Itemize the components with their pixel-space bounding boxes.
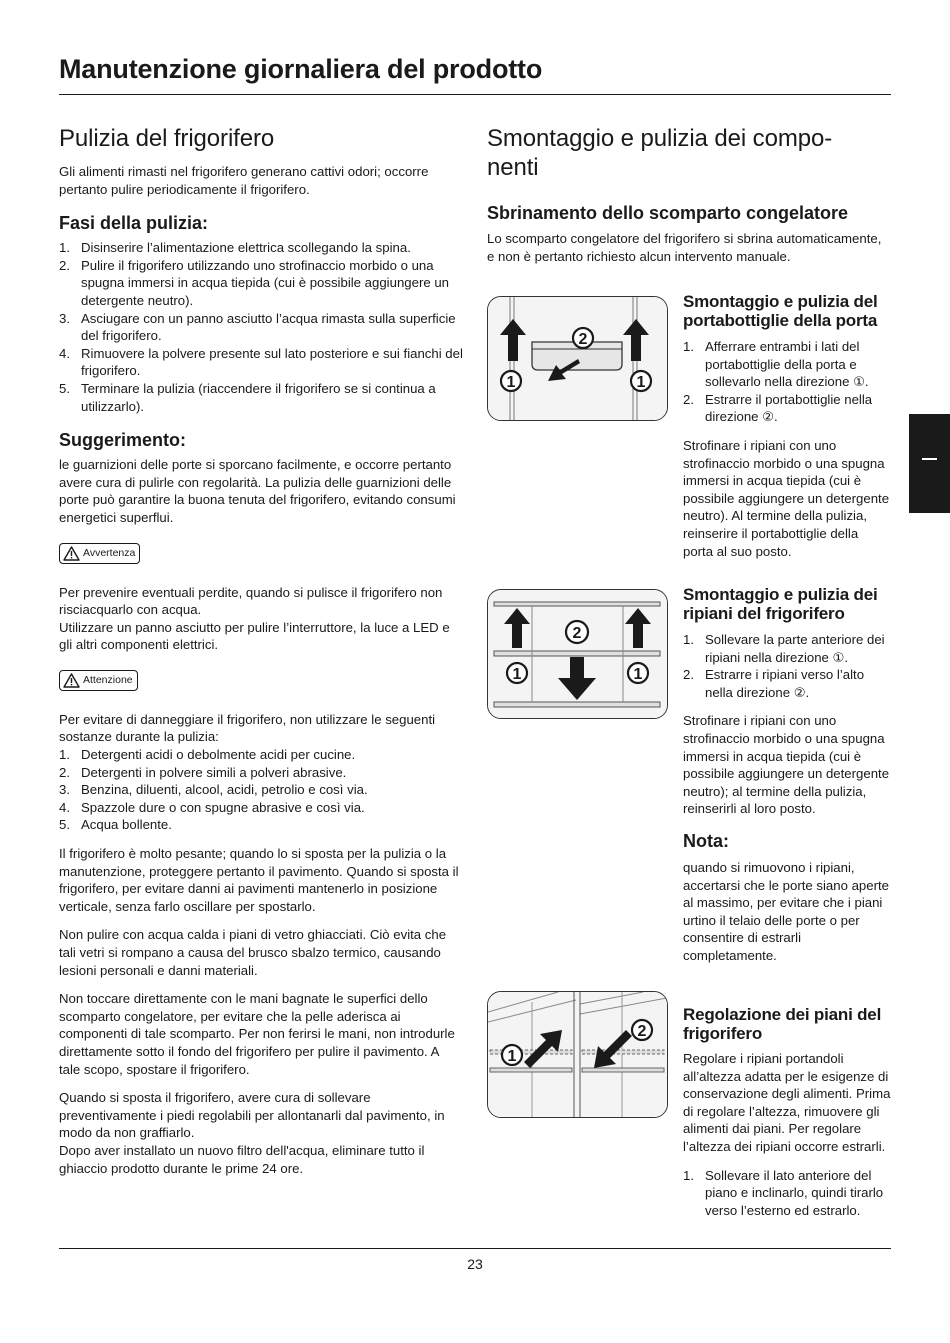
step-label-2: 2 — [572, 625, 582, 642]
step-label-1: 1 — [636, 374, 646, 391]
caution-substances-list — [59, 746, 463, 834]
step-label-1: 1 — [633, 666, 643, 683]
list-item: 2. Estrarre i ripiani verso l’alto nella direzione ②. — [683, 667, 865, 700]
block-shelf-adjustment — [683, 1005, 891, 1219]
warning-text-2: Utilizzare un panno asciutto per pulire l’interruttore, la luce a LED e gli altri componenti elettrici. — [59, 619, 450, 653]
list-item: 2. Estrarre il portabottiglie nella direzione ②. — [683, 391, 873, 425]
door-rack-heading: Smontaggio e pulizia del portabottiglie della porta — [683, 292, 878, 330]
step-label-2: 2 — [578, 331, 588, 348]
nota-heading: Nota: — [683, 830, 729, 851]
list-item: 4. Spazzole dure o con spugne abrasive e così via. — [59, 799, 365, 815]
warning-label: Avvertenza — [83, 547, 136, 559]
block-door-bottle-holder — [683, 292, 891, 560]
list-item: 2. Pulire il frigorifero utilizzando uno strofinaccio morbido o una spugna immersi in acqua tiepida (cui è possibile aggiungere un detergente neutro). — [59, 257, 450, 308]
cleaning-steps-list — [59, 239, 463, 415]
list-item: 2. Detergenti in polvere simili a polveri abrasive. — [59, 764, 347, 780]
page-title: Manutenzione giornaliera del prodotto — [59, 54, 543, 84]
nota-text: quando si rimuovono i ripiani, accertarsi che le porte siano aperte al massimo, per evitare che i piani urtino il telaio delle porte o per consentire di estrarli completamente. — [683, 859, 889, 963]
section-heading-cleaning: Pulizia del frigorifero — [59, 125, 275, 152]
door-rack-steps — [683, 338, 891, 426]
section-heading-disassembly: Smontaggio e pulizia dei compo- nenti — [487, 125, 833, 181]
figure-door-bottle-holder — [487, 296, 668, 421]
step-label-1: 1 — [507, 1048, 517, 1065]
list-item: 4. Rimuovere la polvere presente sul lato posteriore e sui fianchi del frigorifero. — [59, 345, 463, 379]
defrost-text: Lo scomparto congelatore del frigorifero si sbrina automaticamente, e non è pertanto richiesto alcun intervento manuale. — [487, 231, 882, 264]
footer-divider — [59, 1248, 891, 1249]
paragraph-filter: Dopo aver installato un nuovo filtro dell'acqua, eliminare tutto il ghiaccio prodotto durante le prime 24 ore. — [59, 1142, 425, 1176]
defrost-heading: Sbrinamento dello scomparto congelatore — [487, 203, 849, 223]
list-item: 1. Disinserire l’alimentazione elettrica scollegando la spina. — [59, 240, 411, 256]
adjust-heading: Regolazione dei piani del frigorifero — [683, 1005, 882, 1043]
list-item: 1. Sollevare la parte anteriore dei ripiani nella direzione ①. — [683, 632, 885, 665]
list-item: 1. Afferrare entrambi i lati del portabottiglie della porta e sollevarlo nella direzione ①. — [683, 339, 869, 390]
figure-shelf-adjustment — [487, 991, 668, 1118]
adjust-text: Regolare i ripiani portandoli all’altezza adatta per le esigenze di conservazione degli alimenti. Prima di regolare l’altezza, rimuovere gli alimenti dai piani. Per regolare l’altezza dei ripiani occorre estrarli. — [683, 1051, 891, 1154]
list-item: 5. Acqua bollente. — [59, 817, 172, 833]
warning-text-1: Per prevenire eventuali perdite, quando si pulisce il frigorifero non risciacquarlo con acqua. — [59, 584, 443, 618]
door-rack-note: Strofinare i ripiani con uno strofinaccio morbido o una spugna immersi in acqua tiepida (cui è possibile aggiungere un detergente neutro). Al termine della pulizia, reinserire il portabottiglie della porta al suo posto. — [683, 437, 890, 559]
cleaning-intro: Gli alimenti rimasti nel frigorifero generano cattivi odori; occorre pertanto pulire periodicamente il frigorifero. — [59, 164, 429, 197]
step-label-1: 1 — [506, 374, 516, 391]
door-rack-illustration — [488, 297, 667, 420]
list-item: 3. Asciugare con un panno asciutto l’acqua rimasta sulla superficie del frigorifero. — [59, 310, 456, 344]
paragraph-moving: Quando si sposta il frigorifero, avere cura di sollevare preventivamente i piedi regolabili per allontanarli dal pavimento, in modo da non graffiarlo. — [59, 1090, 445, 1141]
list-item: 3. Benzina, diluenti, alcool, acidi, petrolio e così via. — [59, 782, 368, 798]
warning-triangle-icon — [63, 673, 80, 688]
shelves-illustration — [488, 590, 667, 718]
steps-heading: Fasi della pulizia: — [59, 213, 209, 234]
title-divider — [59, 94, 891, 95]
paragraph-wet-hands: Non toccare direttamente con le mani bagnate le superfici dello scomparto congelatore, per evitare che la pelle aderisca ai componenti di tale scomparto. Per non ferirsi le mani, non introdurle direttamente sotto il fondo del frigorifero per pulire il pavimento. A tale scopo, spostare il frigorifero. — [59, 991, 455, 1077]
warning-badge — [59, 543, 140, 564]
page-number: 23 — [467, 1256, 483, 1272]
shelf-adjust-illustration — [488, 992, 667, 1117]
block-fridge-shelves — [683, 585, 891, 965]
step-label-2: 2 — [637, 1023, 647, 1040]
shelves-note: Strofinare i ripiani con uno strofinaccio morbido o una spugna immersi in acqua tiepida (cui è possibile aggiungere un detergente neutro); al termine della pulizia, reinserirli al loro posto. — [683, 713, 890, 817]
shelves-steps — [683, 631, 891, 701]
caution-label: Attenzione — [83, 674, 133, 687]
caution-intro: Per evitare di danneggiare il frigorifero, non utilizzare le seguenti sostanze durante la pulizia: — [59, 711, 436, 745]
warning-triangle-icon — [63, 546, 80, 561]
list-item: 1. Detergenti acidi o debolmente acidi per cucine. — [59, 747, 356, 763]
tip-heading: Suggerimento: — [59, 430, 187, 451]
shelves-heading: Smontaggio e pulizia dei ripiani del frigorifero — [683, 585, 878, 623]
right-column-top — [487, 124, 891, 265]
tip-text: le guarnizioni delle porte si sporcano facilmente, e occorre pertanto avere cura di pulirle con regolarità. La pulizia delle guarnizioni delle porte può garantire la buona tenuta del frigorifero, evitando consumi energetici superflui. — [59, 457, 456, 525]
left-column — [59, 124, 463, 1177]
list-item: 5. Terminare la pulizia (riaccendere il frigorifero se si continua a utilizzarlo). — [59, 380, 436, 414]
list-item: 1. Sollevare il lato anteriore del piano e inclinarlo, quindi tirarlo verso l’esterno ed estrarlo. — [683, 1167, 884, 1218]
adjust-steps — [683, 1167, 891, 1220]
caution-badge — [59, 670, 138, 691]
section-tab-marker — [909, 414, 950, 513]
step-label-1: 1 — [512, 666, 522, 683]
figure-fridge-shelves — [487, 589, 668, 719]
paragraph-heavy: Il frigorifero è molto pesante; quando lo si sposta per la pulizia o la manutenzione, proteggere pertanto il pavimento. Quando si sposta il frigorifero, per evitare danni ai pavimenti mantenerlo in posizione verticale, senza farlo oscillare per spostarlo. — [59, 846, 459, 914]
paragraph-glass: Non pulire con acqua calda i piani di vetro ghiacciati. Ciò evita che tali vetri si rompano a causa del brusco sbalzo termico, causando lesioni personali e danni materiali. — [59, 927, 447, 978]
